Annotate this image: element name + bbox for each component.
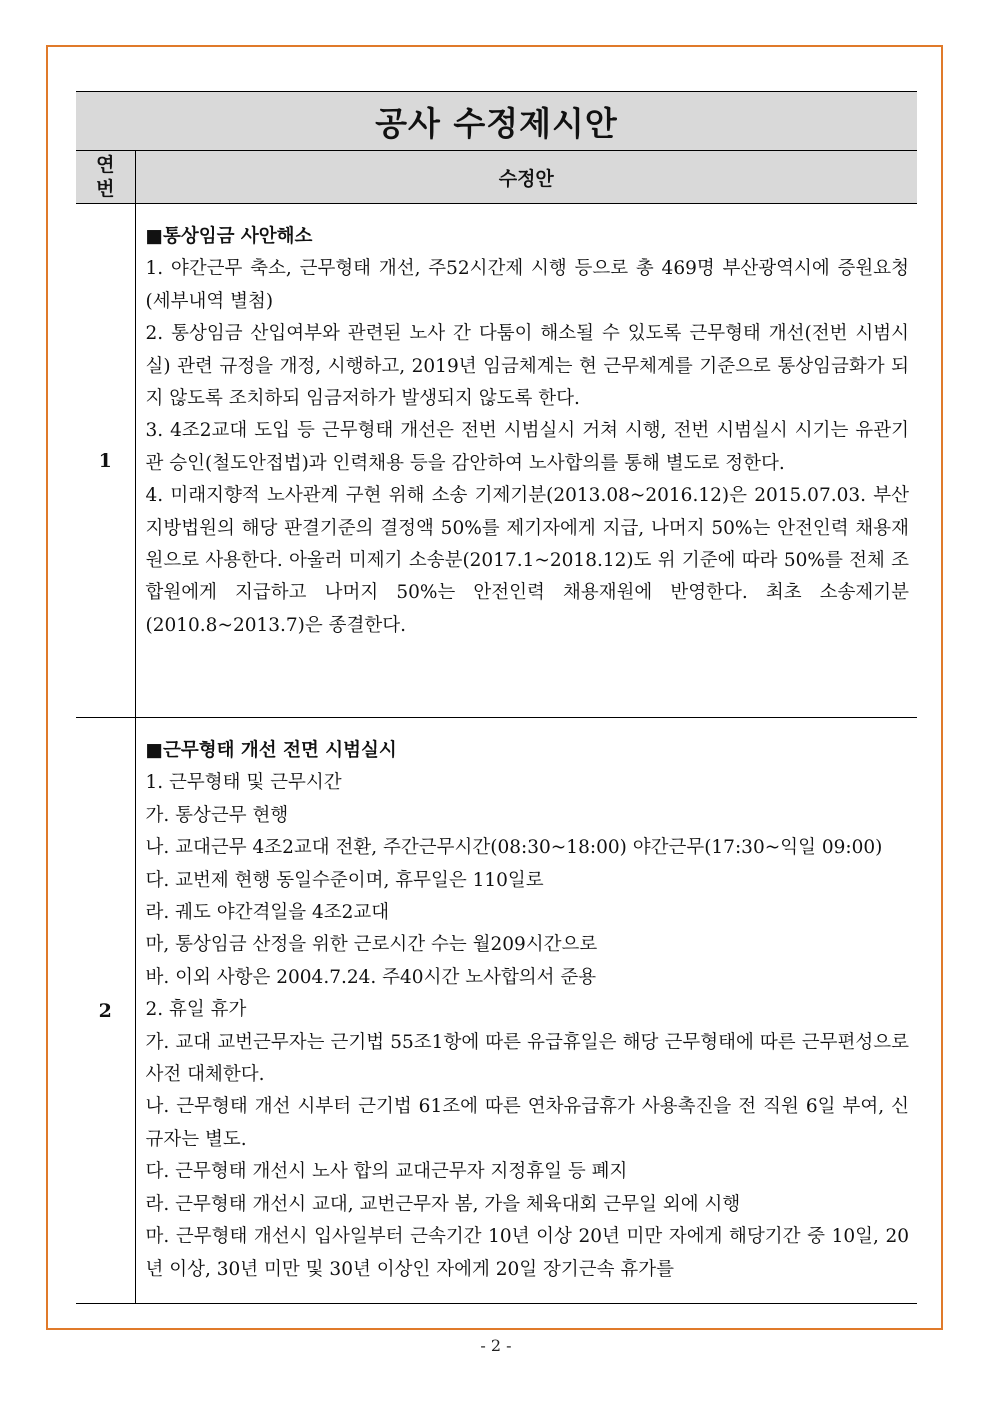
paragraph: 1. 야간근무 축소, 근무형태 개선, 주52시간제 시행 등으로 총 469명 부산광역시에 증원요청(세부내역 별첨): [145, 258, 909, 312]
section-title: ■통상임금 사안해소: [145, 226, 313, 247]
paragraph: 2. 휴일 휴가: [145, 999, 247, 1021]
paragraph: 바. 이외 사항은 2004.7.24. 주40시간 노사합의서 준용: [145, 966, 597, 988]
table-row: [76, 718, 917, 1304]
row-number: 1: [76, 204, 135, 718]
row-content: [135, 718, 917, 1304]
paragraph: 마. 근무형태 개선시 입사일부터 근속기간 10년 이상 20년 미만 자에게 해당기간 중 10일, 20년 이상, 30년 미만 및 30년 이상인 자에게 20일 장기근속 휴가를: [145, 1226, 909, 1280]
paragraph: 2. 통상임금 산입여부와 관련된 노사 간 다툼이 해소될 수 있도록 근무형태 개선(전번 시범시실) 관련 규정을 개정, 시행하고, 2019년 임금체계는 현 근무체계를 기준으로 통상임금화가 되지 않도록 조치하되 임금저하가 발생되지 않도록 한다.: [145, 323, 909, 410]
paragraph: 4. 미래지향적 노사관계 구현 위해 소송 기제기분(2013.08~2016.12)은 2015.07.03. 부산지방법원의 해당 판결기준의 결정액 50%를 제기자에게 지급, 나머지 50%는 안전인력 채용재원으로 사용한다. 아울러 미제기 소송분(2017.1~2018.12)도 위 기준에 따라 50%를 전체 조합원에게 지급하고 나머지 50%는 안전인력 채용재원에 반영한다. 최초 소송제기분(2010.8~2013.7)은 종결한다.: [145, 485, 909, 636]
paragraph: 마, 통상임금 산정을 위한 근로시간 수는 월209시간으로: [145, 934, 598, 956]
page-number: - 2 -: [480, 1336, 512, 1355]
paragraph: 1. 근무형태 및 근무시간: [145, 772, 342, 794]
table-row: [76, 204, 917, 718]
proposal-table: [76, 91, 917, 1304]
paragraph: 라. 근무형태 개선시 교대, 교번근무자 봄, 가을 체육대회 근무일 외에 시행: [145, 1193, 741, 1215]
section-title: ■근무형태 개선 전면 시범실시: [145, 740, 397, 761]
header-number-label: 연 번: [96, 154, 115, 200]
paragraph: 나. 교대근무 4조2교대 전환, 주간근무시간(08:30~18:00) 야간근무(17:30~익일 09:00): [145, 837, 883, 859]
row-content: [135, 204, 917, 718]
header-proposal: 수정안: [135, 151, 917, 204]
row-number: 2: [76, 718, 135, 1304]
document-title: 공사 수정제시안: [76, 92, 917, 151]
paragraph: 가. 통상근무 현행: [145, 804, 289, 826]
paragraph: 나. 근무형태 개선 시부터 근기법 61조에 따른 연차유급휴가 사용촉진을 전 직원 6일 부여, 신규자는 별도.: [145, 1096, 909, 1150]
paragraph: 3. 4조2교대 도입 등 근무형태 개선은 전번 시범실시 거쳐 시행, 전번 시범실시 시기는 유관기관 승인(철도안접법)과 인력채용 등을 감안하여 노사합의를 통해 별도로 정한다.: [145, 420, 909, 474]
paragraph: 다. 근무형태 개선시 노사 합의 교대근무자 지정휴일 등 폐지: [145, 1161, 628, 1183]
paragraph: 가. 교대 교번근무자는 근기법 55조1항에 따른 유급휴일은 해당 근무형태에 따른 근무편성으로 사전 대체한다.: [145, 1031, 909, 1086]
paragraph: 다. 교번제 현행 동일수준이며, 휴무일은 110일로: [145, 869, 544, 891]
paragraph: 라. 궤도 야간격일을 4조2교대: [145, 902, 390, 924]
header-number: [76, 151, 135, 204]
